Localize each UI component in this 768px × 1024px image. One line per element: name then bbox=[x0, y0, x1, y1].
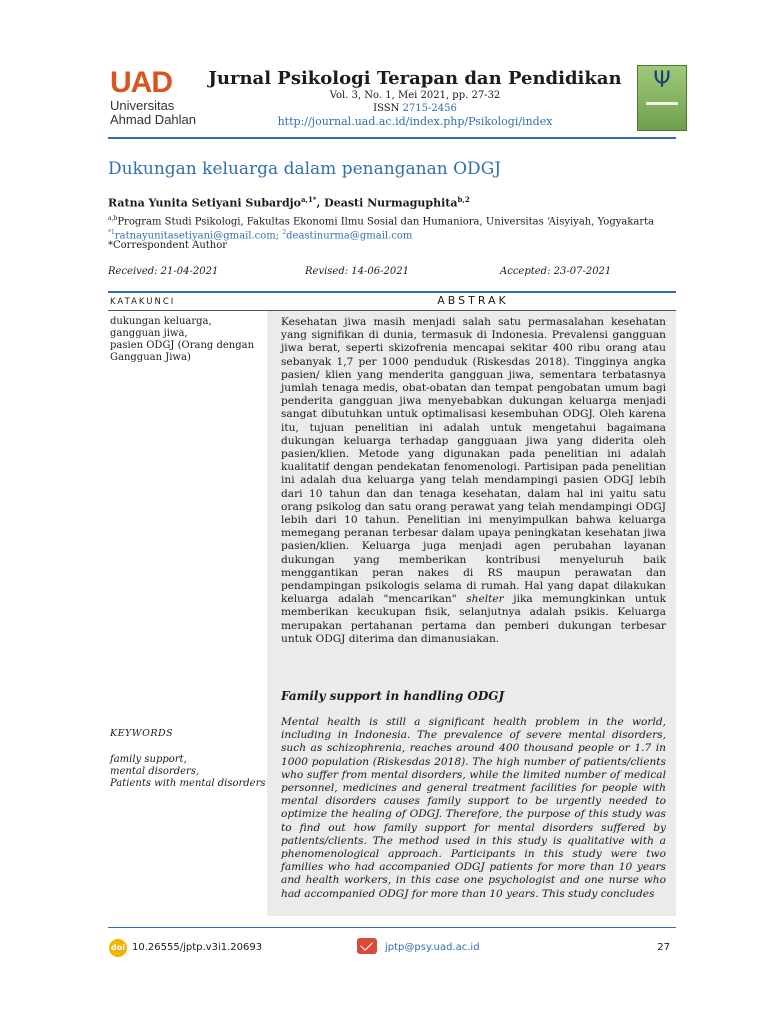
journal-title: Jurnal Psikologi Terapan dan Pendidikan bbox=[208, 68, 622, 89]
cover-title-bar bbox=[646, 102, 678, 105]
katakunci-heading: KATAKUNCI bbox=[110, 297, 176, 307]
section-divider bbox=[108, 291, 676, 293]
abstract-id-part2: jika memungkinkan untuk memberikan kecukupan fisik, selanjutnya adalah psikis. Keluarga merupakan pertahanan pertama dan pemberi dukungan terbesar untuk ODGJ diterima dan dimanusiakan. bbox=[281, 593, 666, 645]
uad-logo-line1: Universitas bbox=[110, 98, 175, 113]
issn-label: ISSN bbox=[373, 103, 400, 114]
keyword-item: family support, bbox=[110, 754, 187, 765]
email-2-sup: 2 bbox=[282, 229, 287, 236]
journal-url-link[interactable]: http://journal.uad.ac.id/index.php/Psikologi/index bbox=[277, 115, 553, 128]
header-divider bbox=[108, 137, 676, 139]
keywords-en-list bbox=[110, 754, 270, 790]
keyword-item: gangguan jiwa, bbox=[110, 328, 188, 339]
doi-link[interactable]: 10.26555/jptp.v3i1.20693 bbox=[132, 942, 263, 953]
author-2: Deasti Nurmaguphita bbox=[324, 196, 458, 210]
author-2-sup: b,2 bbox=[457, 195, 470, 204]
abstract-english: Mental health is still a significant health problem in the world, including in Indonesia. The prevalence of severe mental disorders, such as schizophrenia, reaches around 400 thousand people or 1.7 in 1000 population (Riskesdas 2018). The high number of patients/clients who suffer from mental disorders, while the limited number of medical personnel, medicines and general treatment facilities for people with mental disorders causes family support to be urgently needed to optimize the healing of ODGJ. Therefore, the purpose of this study was to find out how family support for mental disorders suffered by patients/clients. The method used in this study is qualitative with a phenomenological approach. Participants in this study were two families who had accompanied ODGJ patients for more than 10 years and health workers, in this case one psychologist and one nurse who had accompanied ODGJ for more than 10 years. This study concludes bbox=[281, 716, 666, 900]
affiliation-sup: a,b bbox=[108, 215, 118, 222]
author-1-sup: a,1* bbox=[300, 195, 317, 204]
abstract-id-shelter: shelter bbox=[466, 593, 504, 606]
author-1: Ratna Yunita Setiyani Subardjo bbox=[108, 196, 301, 210]
journal-cover-image bbox=[637, 65, 687, 131]
footer-divider bbox=[108, 927, 676, 928]
abstrak-heading: ABSTRAK bbox=[437, 294, 509, 307]
uad-logo-mark: UAD bbox=[110, 66, 172, 99]
keywords-heading: KEYWORDS bbox=[110, 728, 174, 739]
accepted-date: Accepted: 23-07-2021 bbox=[500, 266, 612, 277]
received-date: Received: 21-04-2021 bbox=[108, 266, 219, 277]
email-2-link[interactable]: deastinurma@gmail.com bbox=[286, 230, 413, 242]
keyword-item: dukungan keluarga, bbox=[110, 316, 212, 327]
page-number: 27 bbox=[657, 942, 670, 953]
journal-issn bbox=[200, 102, 630, 115]
doi-icon: doi bbox=[109, 939, 127, 957]
email-1-link[interactable]: ratnayunitasetiyani@gmail.com; bbox=[114, 230, 280, 242]
uad-logo-line2: Ahmad Dahlan bbox=[110, 112, 196, 127]
footer-email-link[interactable]: jptp@psy.uad.ac.id bbox=[385, 942, 480, 953]
affiliation-text: Program Studi Psikologi, Fakultas Ekonomi Ilmu Sosial dan Humaniora, Universitas ‘Aisyiyah, Yogyakarta bbox=[117, 216, 655, 228]
abstract-id-part1: Kesehatan jiwa masih menjadi salah satu permasalahan kesehatan yang signifikan di dunia, termasuk di Indonesia. Prevalensi gangguan jiwa berat, seperti skizofrenia mencapai sekitar 400 ribu orang atau sebanyak 1,7 per 1000 penduduk (Riskesdas 2018). Tingginya angka pasien/ klien yang menderita gangguan jiwa, sementara terbatasnya jumlah tenaga medis, obat-obatan dan tempat pengobatan umum bagi penderita gangguan jiwa menyebabkan dukungan keluarga menjadi sangat dibutuhkan untuk optimalisasi kesembuhan ODGJ. Oleh karena itu, tujuan penelitian ini adalah untuk mengetahui bagaimana dukungan keluarga terhadap gangguaan jiwa yang diderita oleh pasien/klien. Metode yang digunakan pada penelitian ini adalah kualitatif dengan pendekatan fenomenologi. Partisipan pada penelitian ini adalah dua keluarga yang telah mendampingi pasien ODGJ lebih dari 10 tahun dan dan tenaga kesehatan, dalam hal ini yaitu satu orang psikolog dan satu orang perawat yang telah mendampingi ODGJ lebih dari 10 tahun. Penelitian ini menyimpulkan bahwa keluarga memegang peranan terbesar dalam upaya peningkatan kesehatan jiwa pasien/klien. Keluarga juga menjadi agen perubahan layanan dukungan yang memberikan kontribusi menyeluruh baik menggantikan peran nakes di RS maupun perawatan dan pendampingan psikologis selama di rumah. Hal yang dapat dilakukan keluarga adalah "mencarikan" bbox=[281, 316, 666, 606]
correspondent-note: *Correspondent Author bbox=[108, 240, 228, 251]
issn-number[interactable]: 2715-2456 bbox=[402, 103, 457, 114]
paper-title: Dukungan keluarga dalam penanganan ODGJ bbox=[108, 159, 502, 179]
keyword-item: mental disorders, bbox=[110, 766, 200, 777]
keywords-id-list bbox=[110, 316, 265, 364]
journal-volume: Vol. 3, No. 1, Mei 2021, pp. 27-32 bbox=[329, 90, 501, 101]
keyword-item: Patients with mental disorders bbox=[110, 778, 266, 789]
author-separator: , bbox=[316, 196, 325, 210]
email-1-sup: *1 bbox=[108, 229, 115, 236]
abstract-english-title: Family support in handling ODGJ bbox=[281, 689, 505, 703]
authors bbox=[108, 193, 470, 211]
psi-symbol-icon: Ψ bbox=[653, 68, 671, 93]
revised-date: Revised: 14-06-2021 bbox=[305, 266, 409, 277]
mail-icon bbox=[357, 938, 377, 954]
abstract-indonesian bbox=[281, 316, 666, 646]
keyword-item: pasien ODGJ (Orang dengan bbox=[110, 340, 255, 351]
keyword-item: Gangguan Jiwa) bbox=[110, 352, 191, 363]
